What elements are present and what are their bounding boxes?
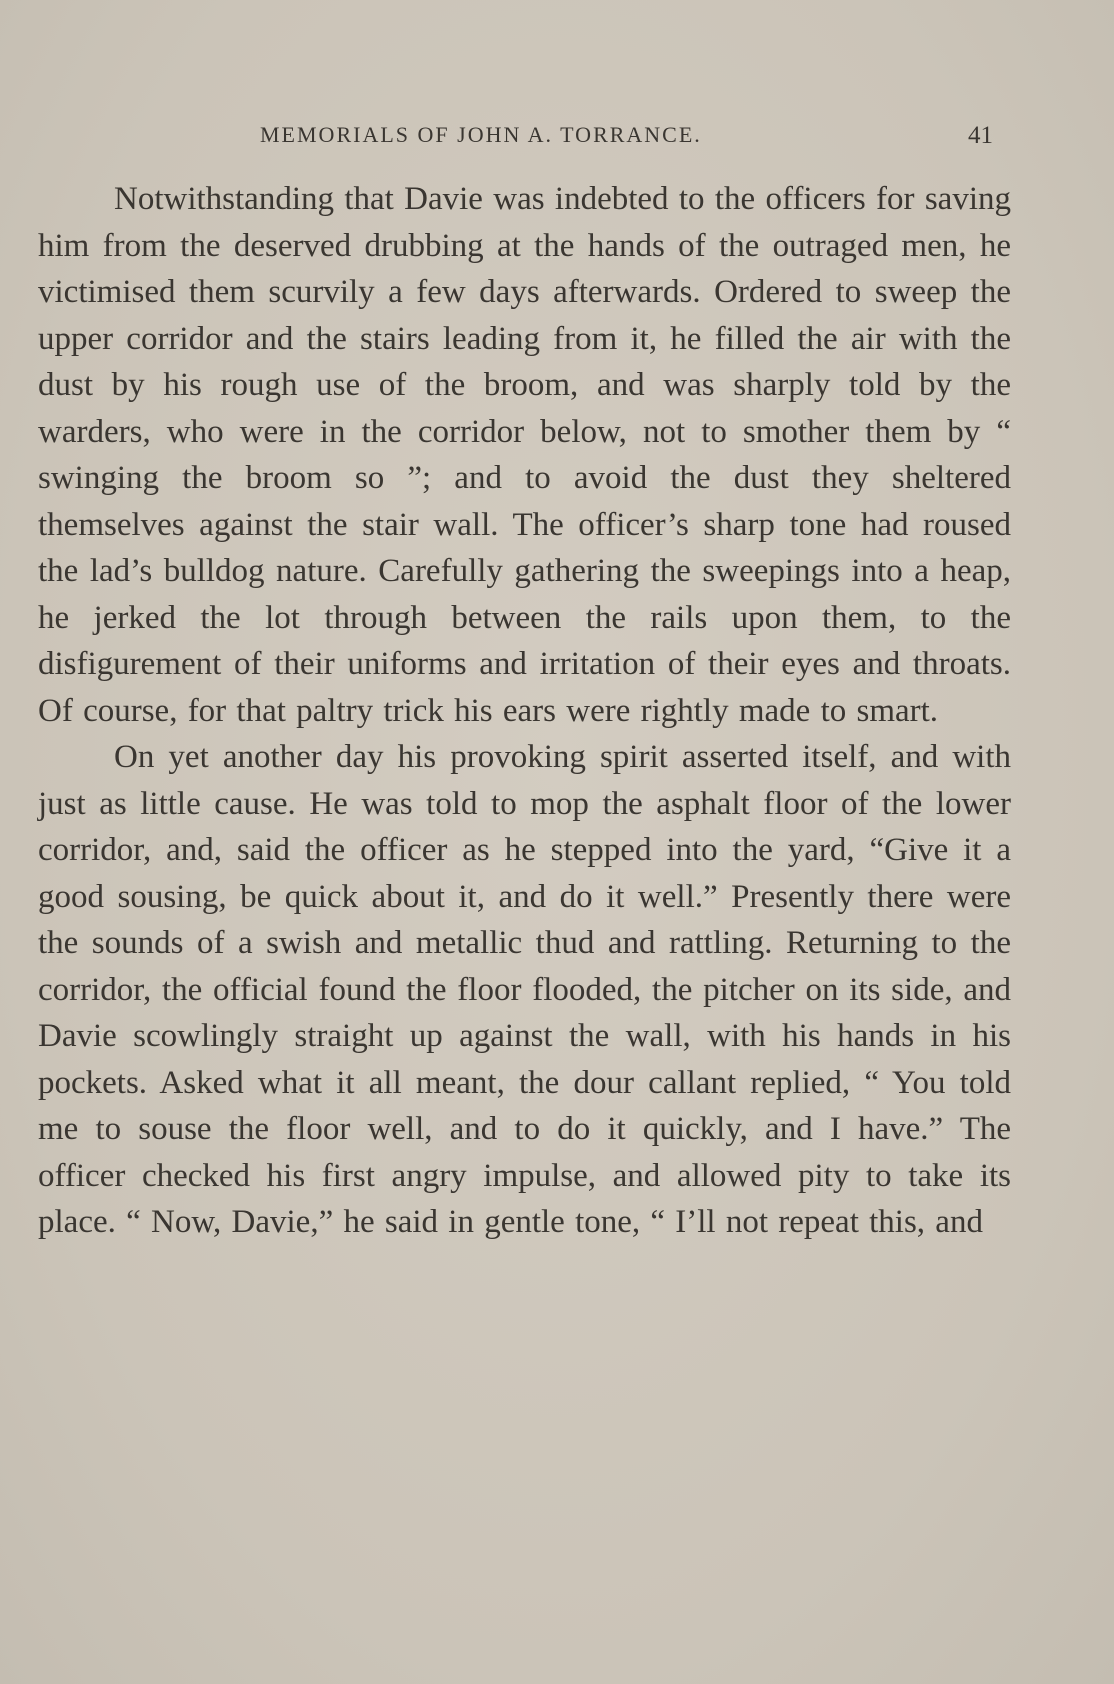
paragraph-2: On yet another day his provoking spirit asserted itself, and with just as little cause. He was told to mop the asphalt floor of the lower corridor, and, said the officer as he stepped into the yard, “Give it a good sousing, be quick about it, and do it well.” Presently there were the sounds of a swish and metallic thud and rattling. Returning to the corridor, the official found the floor flooded, the pitcher on its side, and Davie scowlingly straight up against the wall, with his hands in his pockets. Asked what it all meant, the dour callant replied, “ You told me to souse the floor well, and to do it quickly, and I have.” The officer checked his first angry impulse, and allowed pity to take its place. “ Now, Davie,” he said in gentle tone, “ I’ll not repeat this, and bbox=[38, 739, 1011, 1240]
running-head-title: MEMORIALS OF JOHN A. TORRANCE. bbox=[260, 122, 702, 147]
body-text bbox=[38, 176, 1011, 1246]
page-number: 41 bbox=[968, 122, 993, 149]
paragraph-1: Notwithstanding that Davie was indebted to the officers for saving him from the deserved drubbing at the hands of the outraged men, he victimised them scurvily a few days afterwards. Ordered to sweep the upper corridor and the stairs leading from it, he filled the air with the dust by his rough use of the broom, and was sharply told by the warders, who were in the corridor below, not to smother them by “ swinging the broom so ”; and to avoid the dust they sheltered themselves against the stair wall. The officer’s sharp tone had roused the lad’s bulldog nature. Carefully gathering the sweepings into a heap, he jerked the lot through between the rails upon them, to the disfigurement of their uniforms and irritation of their eyes and throats. Of course, for that paltry trick his ears were rightly made to smart. bbox=[38, 181, 1011, 729]
